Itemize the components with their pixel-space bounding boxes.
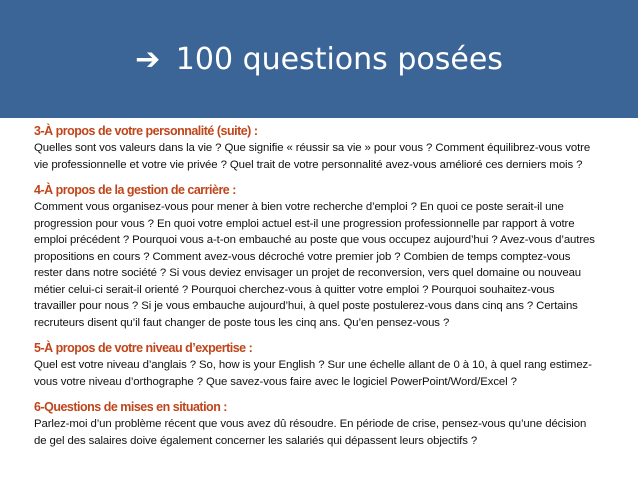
section-mises-en-situation [34, 399, 630, 449]
section-body [34, 199, 630, 331]
title-banner [0, 0, 638, 118]
body-line: Quelles sont vos valeurs dans la vie ? Que signifie « réussir sa vie » pour vous ? Comment équilibrez-vous votre [34, 142, 591, 154]
slide-title-text: 100 questions posées [175, 42, 503, 77]
section-personnalite [34, 123, 630, 173]
body-line: de gel des salaires doive également concerner les salariés qui dépassent leurs objectifs ? [34, 434, 478, 447]
section-heading: 4-À propos de la gestion de carrière : [34, 183, 236, 197]
section-heading: 3-À propos de votre personnalité (suite) : [34, 124, 258, 138]
body-line: progression pour vous ? En quoi votre emploi actuel est-il une progression professionnelle par rapport à votre [34, 217, 575, 230]
slide-title [0, 42, 638, 78]
body-line: rester dans notre société ? Si vous deviez envisager un projet de reconversion, vers quel domaine ou nouveau [34, 267, 582, 279]
section-body [34, 357, 630, 390]
section-gestion-carriere [34, 182, 630, 331]
body-line: vous votre niveau d’orthographe ? Que savez-vous faire avec le logiciel PowerPoint/Word/Excel ? [34, 375, 517, 388]
body-line: Comment vous organisez-vous pour mener à bien votre recherche d’emploi ? En quoi ce poste serait-il une [34, 201, 564, 213]
body-line: métier celui-ci serait-il orienté ? Pourquoi cherchez-vous à quitter votre emploi ? Pourquoi souhaitez-vous [34, 283, 555, 296]
body-line: recruteurs disent qu’il faut changer de poste tous les cinq ans. Qu’en pensez-vous ? [34, 316, 450, 329]
section-heading: 6-Questions de mises en situation : [34, 400, 227, 414]
body-line: emploi précédent ? Pourquoi vous a-t-on embauché au poste que vous occupez aujourd’hui ? Avez-vous d’autres [34, 234, 595, 246]
right-arrow-icon: ➔ [135, 42, 161, 77]
section-niveau-expertise [34, 340, 630, 390]
body-line: propositions en cours ? Comment avez-vous décroché votre premier job ? Combien de temps comptez-vous [34, 250, 571, 263]
body-line: Quel est votre niveau d’anglais ? So, how is your English ? Sur une échelle allant de 0 à 10, à quel rang estimez- [34, 359, 592, 371]
slide-content [34, 123, 630, 458]
body-line: vie professionnelle et votre vie privée ? Quel trait de votre personnalité avez-vous amélioré ces derniers mois ? [34, 158, 583, 171]
body-line: travailler pour nous ? Si je vous embauche aujourd’hui, à quel poste postulerez-vous dans cinq ans ? Certains [34, 300, 578, 312]
body-line: Parlez-moi d’un problème récent que vous avez dû résoudre. En période de crise, pensez-vous qu’une décision [34, 418, 587, 430]
section-heading: 5-À propos de votre niveau d’expertise : [34, 341, 253, 355]
section-body [34, 140, 630, 173]
section-body [34, 416, 630, 449]
